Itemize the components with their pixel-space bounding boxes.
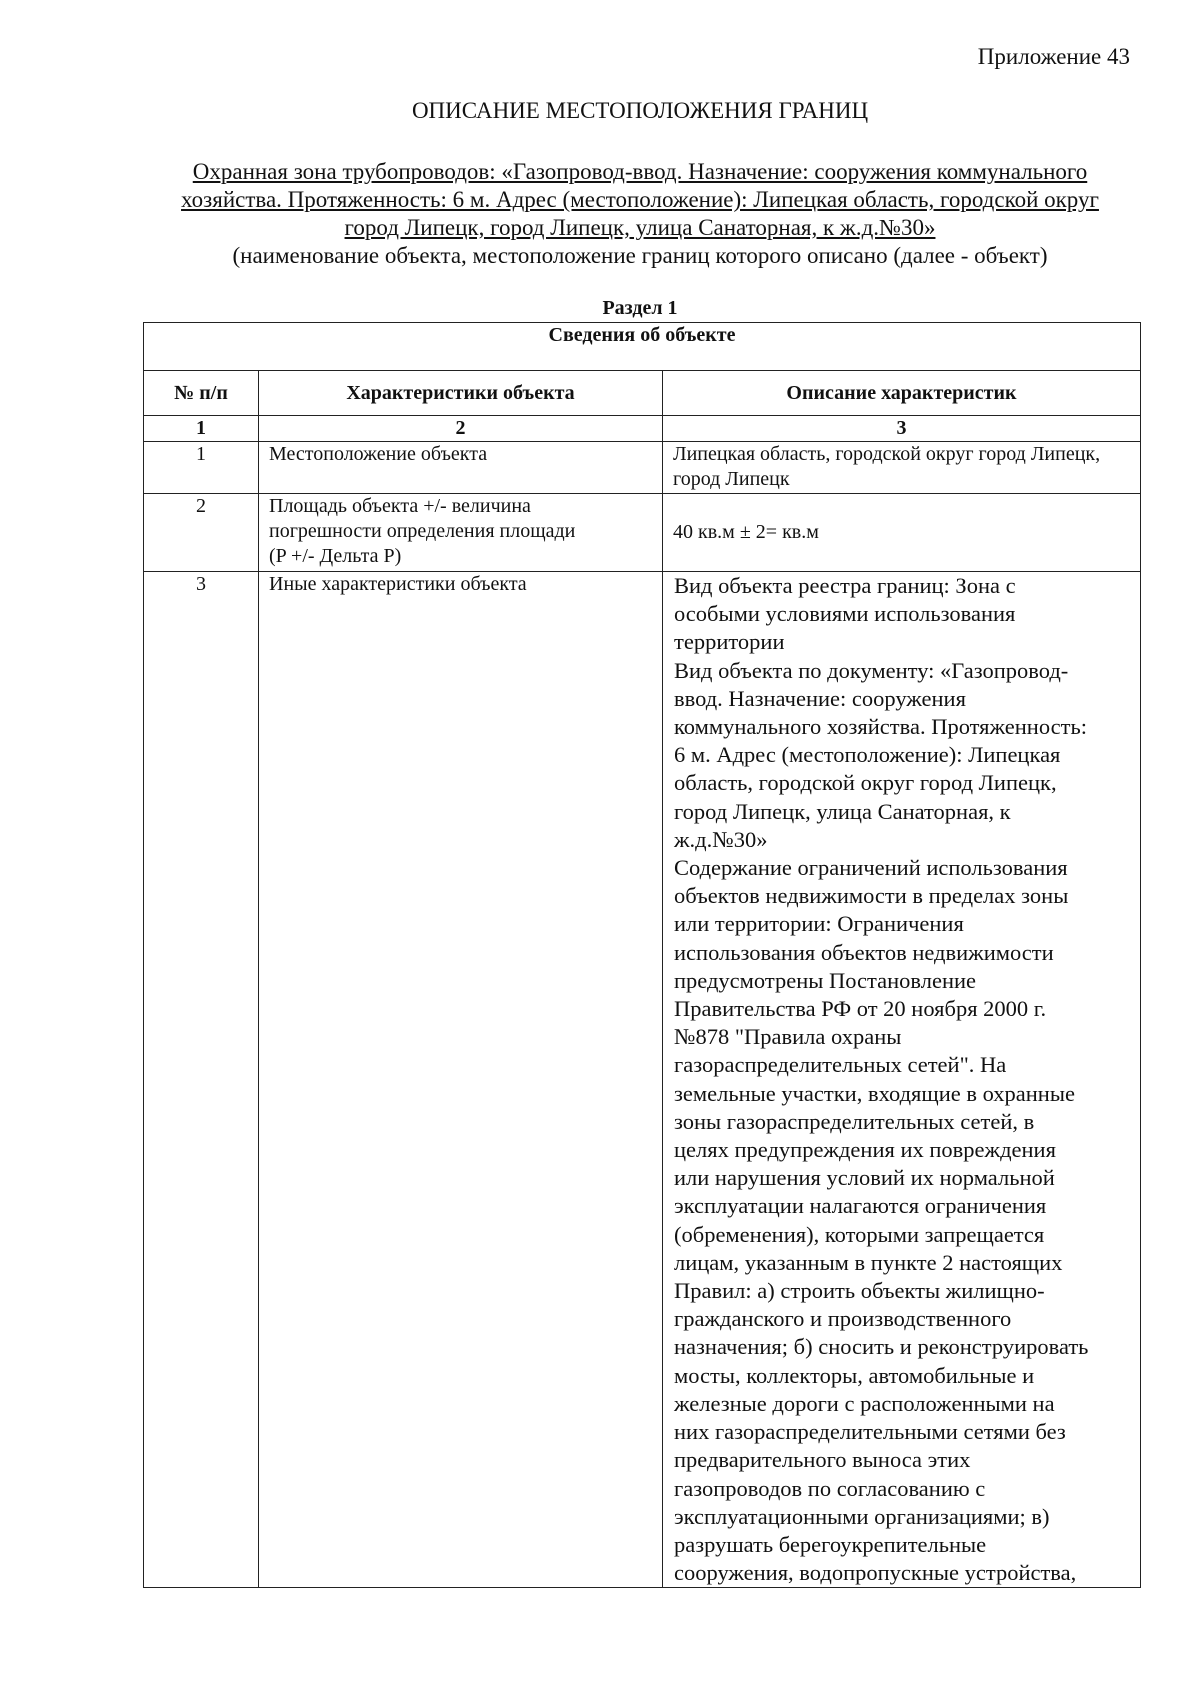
object-info-table — [143, 322, 1141, 1588]
object-name-line: город Липецк, город Липецк, улица Санаторная, к ж.д.№30» — [344, 215, 936, 240]
characteristic-line: (P +/- Дельта P) — [269, 545, 402, 567]
description-line: особыми условиями использования — [674, 601, 1016, 627]
description-line: Содержание ограничений использования — [674, 855, 1068, 881]
row-number: 2 — [144, 494, 259, 572]
description-line: или территории: Ограничения — [674, 911, 964, 937]
description-line: ж.д.№30» — [674, 826, 768, 852]
description-line: или нарушения условий их нормальной — [674, 1165, 1055, 1191]
table-row — [144, 572, 1141, 1588]
description-line: газораспределительных сетей". На — [674, 1052, 1007, 1078]
description-line: гражданского и производственного — [674, 1306, 1012, 1332]
object-caption: (наименование объекта, местоположение границ которого описано (далее - объект) — [232, 243, 1048, 268]
description-line: территории — [674, 629, 785, 655]
characteristic-line: Площадь объекта +/- величина — [269, 495, 531, 517]
description-line: назначения; б) сносить и реконструировать — [674, 1334, 1089, 1360]
description-line: земельные участки, входящие в охранные — [674, 1080, 1075, 1106]
column-number: 2 — [259, 416, 663, 442]
row-characteristic — [259, 494, 663, 572]
description-line: объектов недвижимости в пределах зоны — [674, 883, 1069, 909]
description-line: лицам, указанным в пункте 2 настоящих — [674, 1249, 1063, 1275]
description-line: 6 м. Адрес (местоположение): Липецкая — [674, 742, 1061, 768]
description-line: №878 "Правила охраны — [674, 1024, 902, 1050]
description-line: мосты, коллекторы, автомобильные и — [674, 1362, 1035, 1388]
section-label: Раздел 1 — [602, 297, 678, 319]
column-header-characteristic: Характеристики объекта — [259, 371, 663, 416]
object-name-line: хозяйства. Протяженность: 6 м. Адрес (местоположение): Липецкая область, городской округ — [181, 187, 1099, 212]
description-line: целях предупреждения их повреждения — [674, 1137, 1056, 1163]
row-characteristic: Иные характеристики объекта — [259, 572, 663, 1588]
description-line: предварительного выноса этих — [674, 1447, 971, 1473]
description-line: эксплуатационными организациями; в) — [674, 1503, 1050, 1529]
description-line: использования объектов недвижимости — [674, 939, 1054, 965]
table-caption: Сведения об объекте — [144, 323, 1141, 371]
row-description: Липецкая область, городской округ город Липецк, город Липецк — [663, 442, 1141, 494]
table-row — [144, 494, 1141, 572]
row-number: 3 — [144, 572, 259, 1588]
row-description — [663, 572, 1141, 1588]
description-line: область, городской округ город Липецк, — [674, 770, 1057, 796]
description-line: них газораспределительными сетями без — [674, 1419, 1066, 1445]
characteristic-line: погрешности определения площади — [269, 520, 576, 542]
document-title: ОПИСАНИЕ МЕСТОПОЛОЖЕНИЯ ГРАНИЦ — [411, 98, 869, 123]
description-line: разрушать берегоукрепительные — [674, 1531, 987, 1557]
description-line: предусмотрены Постановление — [674, 967, 977, 993]
row-characteristic: Местоположение объекта — [259, 442, 663, 494]
object-name-line: Охранная зона трубопроводов: «Газопровод-ввод. Назначение: сооружения коммунального — [192, 159, 1088, 184]
description-line: ввод. Назначение: сооружения — [674, 685, 966, 711]
column-number: 1 — [144, 416, 259, 442]
description-line: газопроводов по согласованию с — [674, 1475, 986, 1501]
description-line: Вид объекта по документу: «Газопровод- — [674, 657, 1069, 683]
row-number: 1 — [144, 442, 259, 494]
column-header-number: № п/п — [144, 371, 259, 416]
description-line: (обременения), которыми запрещается — [674, 1221, 1045, 1247]
description-line: Правил: а) строить объекты жилищно- — [674, 1278, 1045, 1304]
description-line: Вид объекта реестра границ: Зона с — [674, 573, 1016, 598]
object-name — [140, 158, 1140, 242]
description-line: город Липецк, улица Санаторная, к — [674, 798, 1011, 824]
appendix-number: Приложение 43 — [977, 44, 1130, 69]
description-line: Правительства РФ от 20 ноября 2000 г. — [674, 996, 1047, 1022]
description-line: коммунального хозяйства. Протяженность: — [674, 714, 1087, 740]
column-number: 3 — [663, 416, 1141, 442]
description-line: железные дороги с расположенными на — [674, 1390, 1055, 1416]
description-line: сооружения, водопропускные устройства, — [674, 1560, 1077, 1586]
column-header-description: Описание характеристик — [663, 371, 1141, 416]
description-line: эксплуатации налагаются ограничения — [674, 1193, 1047, 1219]
row-description: 40 кв.м ± 2= кв.м — [663, 494, 1141, 572]
table-row — [144, 442, 1141, 494]
description-line: зоны газораспределительных сетей, в — [674, 1108, 1035, 1134]
